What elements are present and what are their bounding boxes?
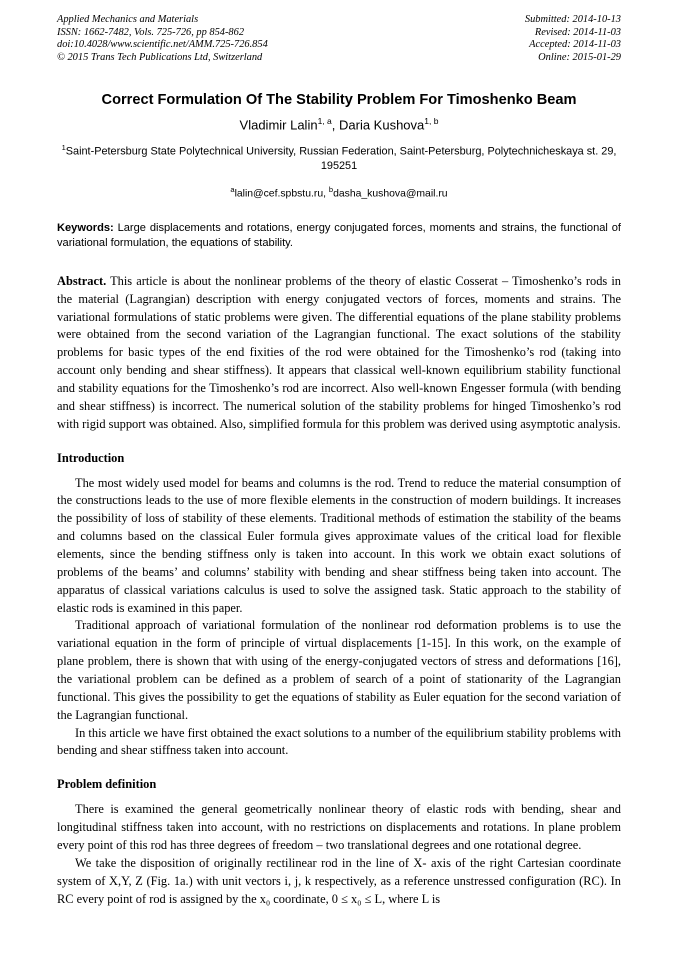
email-address: dasha_kushova@mail.ru	[333, 188, 448, 200]
keywords-paragraph	[57, 221, 621, 252]
affiliation-superscript: 1	[61, 143, 66, 153]
copyright-line: © 2015 Trans Tech Publications Ltd, Switzerland	[57, 52, 263, 64]
paragraph: We take the disposition of originally rectilinear rod in the line of X- axis of the right Cartesian coordinate system of X,Y, Z (Fig. 1a.) with unit vectors i, j, k respectively, as a reference unstressed configuration (RC). In RC every point of rod is assigned by the x₀ coordinate, 0 ≤ x₀ ≤ L, where L is	[57, 855, 621, 906]
author-separator: ,	[331, 117, 339, 133]
email-address: lalin@cef.spbstu.ru	[234, 188, 324, 200]
emails-line	[57, 185, 621, 199]
email-separator: ,	[323, 188, 329, 200]
abstract-text: This article is about the nonlinear problems of the theory of elastic Cosserat – Timoshenko’s rods in the material (Lagrangian) description with energy conjugated vectors of forces, moments and strains. The variational formulations of static problems were given. The differential equations of the plane stability problems were obtained from the second variation of the Lagrangian functional. The exact solutions of the stability problems for basic types of the end fixities of the rod were obtained for the Timoshenko’s rod (taking into account only bending and shear stiffness). It appears that classical well-known equilibrium stability functional and stability equations for the Timoshenko’s rod are incorrect. Also well-known Engesser formula (with bending and shear stiffness) is incorrect. The numerical solution of the stability problems for hinged Timoshenko’s rod with rigid support was obtained. Also, simplified formula for this problem was derived using asymptotic analysis.	[57, 273, 621, 431]
submitted-date: Submitted: 2014-10-13	[524, 14, 621, 25]
section-heading-introduction: Introduction	[57, 450, 125, 465]
author-name: Daria Kushova	[339, 117, 425, 133]
keywords-text: Large displacements and rotations, energy conjugated forces, moments and strains, the functional of variational formulation, the equations of stability.	[57, 222, 621, 250]
accepted-date: Accepted: 2014-11-03	[529, 39, 621, 51]
section-heading-problem-definition: Problem definition	[57, 777, 157, 792]
paragraph: Traditional approach of variational formulation of the nonlinear rod deformation problems is to use the variational equation in the form of principle of virtual displacements [1-15]. In this work, on the example of plane problem, there is shown that with using of the energy-conjugated vectors of stress and deformations [16], the variational problem can be defined as a problem of search of a point of stationarity of the Lagrangian functional. This gives the possibility to get the equations of stability as Euler equation for the second variation of the Lagrangian functional.	[57, 618, 621, 722]
paragraph: The most widely used model for beams and columns is the rod. Trend to reduce the material consumption of the constructions leads to the use of more flexible elements in the construction of modern buildings. It increases the possibility of loss of stability of these elements. Traditional methods of estimation the stability of the beams and columns based on the classical Euler formula gives approximate values of the critical load for flexible elements, since the bending stiffness only is taken into account. In this work we obtain exact solutions of problems of the beams’ and columns’ stability with bending and shear stiffness being taken into account. The apparatus of classical variations calculus is used to solve the assigned task. Static approach to the stability of elastic rods is examined in this paper.	[57, 475, 621, 615]
email-superscript: a	[230, 184, 235, 194]
online-date: Online: 2015-01-29	[538, 52, 621, 64]
journal-header-right	[525, 14, 621, 65]
doi-line: doi:10.4028/www.scientific.net/AMM.725-726.854	[57, 39, 268, 51]
revised-date: Revised: 2014-11-03	[534, 26, 621, 38]
journal-header	[57, 14, 621, 65]
email-superscript: b	[328, 184, 334, 194]
paragraph: In this article we have first obtained the exact solutions to a number of the equilibrium stability problems with bending and shear stiffness taken into account.	[57, 725, 621, 758]
affiliation-text: Saint-Petersburg State Polytechnical University, Russian Federation, Saint-Petersburg, Polytechnicheskaya st. 29, 195251	[65, 145, 617, 173]
paragraph: There is examined the general geometrically nonlinear theory of elastic rods with bending, shear and longitudinal stiffness taken into account, with no restrictions on displacements and rotations. In plane problem every point of this rod has three degrees of freedom – two translational degrees and one rotational degree.	[57, 802, 621, 852]
journal-header-left	[57, 14, 268, 65]
abstract-paragraph	[57, 273, 621, 434]
issn-line: ISSN: 1662-7482, Vols. 725-726, pp 854-862	[57, 26, 245, 38]
journal-name: Applied Mechanics and Materials	[57, 14, 199, 25]
abstract-label: Abstract.	[57, 273, 107, 288]
affiliation	[57, 143, 621, 173]
author-name: Vladimir Lalin	[239, 117, 318, 133]
author-superscript: 1, a	[317, 115, 332, 126]
keywords-label: Keywords:	[57, 222, 114, 235]
page-title: Correct Formulation Of The Stability Problem For Timoshenko Beam	[101, 91, 577, 108]
author-superscript: 1, b	[424, 115, 439, 126]
authors-line	[57, 116, 621, 132]
